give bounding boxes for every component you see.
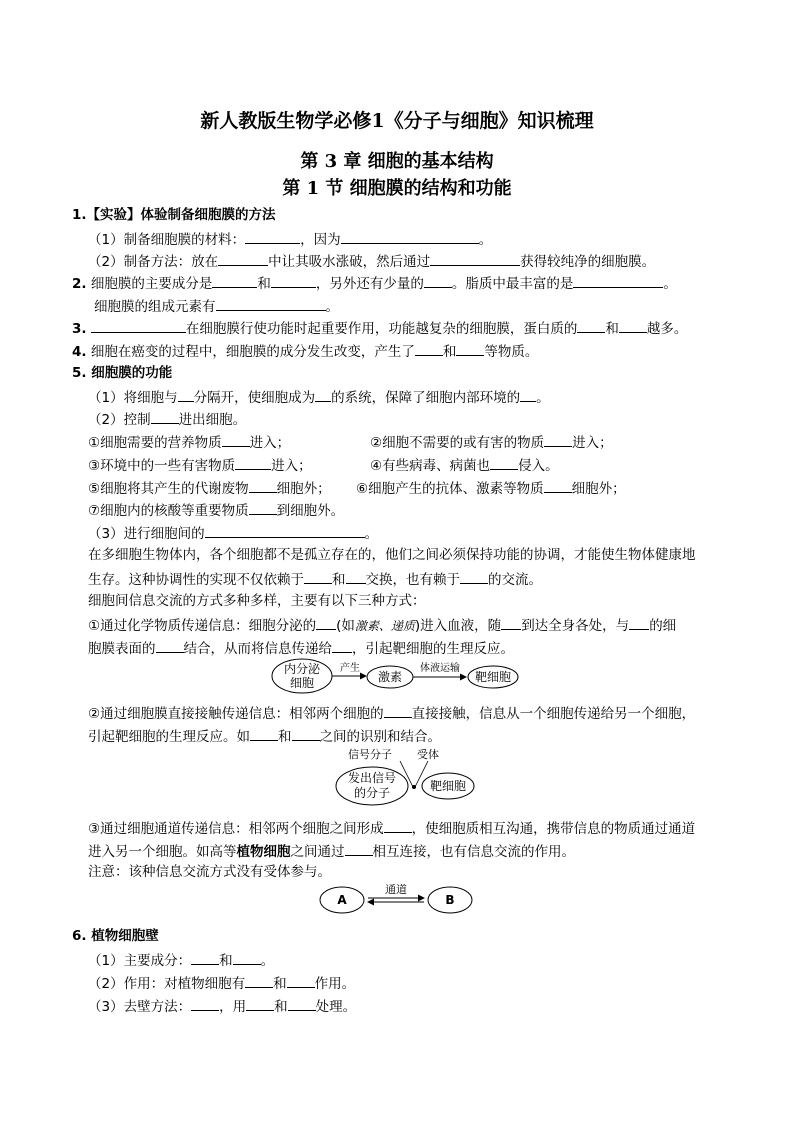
q5-m3f: 相互连接，也有信息交流的作用。 <box>372 844 575 860</box>
blank[interactable] <box>218 251 268 266</box>
blank[interactable] <box>205 523 365 538</box>
q5-item-2 <box>370 432 613 452</box>
q5-c2b: 进入； <box>572 435 613 451</box>
blank[interactable] <box>245 229 300 244</box>
q5-m2a: ②通过细胞膜直接接触传递信息：相邻两个细胞的 <box>88 706 384 722</box>
blank[interactable] <box>245 973 273 988</box>
q4-line <box>72 341 538 361</box>
q5-heading <box>72 364 172 382</box>
endocrine-cell-label-2: 细胞 <box>289 676 315 690</box>
blank[interactable] <box>191 950 219 965</box>
q5-l1a: （1）将细胞与 <box>88 390 178 406</box>
q5-c5b: 细胞外； <box>276 481 331 497</box>
blank[interactable] <box>415 341 443 356</box>
q1-heading-text: 【实验】体验制备细胞膜的方法 <box>86 207 276 223</box>
q6-l2a: （2）作用：对植物细胞有 <box>88 976 246 992</box>
q5-number: 5. <box>72 365 87 381</box>
q5-c7b: 到细胞外。 <box>276 503 345 519</box>
q1-l1-text-c: 。 <box>478 232 493 248</box>
q5-line-3 <box>88 523 378 543</box>
cell-a-label: A <box>337 893 347 907</box>
q5-m2c: 引起靶细胞的生理反应。如 <box>88 729 250 745</box>
blank[interactable] <box>216 296 326 311</box>
blank[interactable] <box>544 478 572 493</box>
q4-text-b: 和 <box>442 344 457 360</box>
q5-p1d: 交换，也有赖于 <box>365 572 460 588</box>
blank[interactable] <box>151 409 179 424</box>
q5-l1d: 。 <box>536 390 550 406</box>
blank[interactable] <box>341 229 479 244</box>
q5-note-text: 注意：该种信息交流方式没有受体参与。 <box>88 864 331 880</box>
q1-line-2 <box>88 251 655 271</box>
q5-p1c: 和 <box>332 572 346 588</box>
q2-number: 2. <box>72 276 87 292</box>
q3-text-c: 越多。 <box>646 321 688 337</box>
blank[interactable] <box>619 318 647 333</box>
q5-m1i: ，引起靶细胞的生理反应。 <box>352 641 514 657</box>
blank[interactable] <box>577 318 605 333</box>
q5-method-3-cont <box>88 841 575 861</box>
q5-method-1 <box>88 615 676 635</box>
cell-b-label: B <box>445 893 455 907</box>
blank[interactable] <box>271 273 316 288</box>
q1-l1-text-a: （1）制备细胞膜的材料： <box>88 232 246 248</box>
q5-m3b: ，使细胞质相互沟通，携带信息的物质通过通道 <box>411 821 696 837</box>
q2-text-f: 细胞膜的组成元素有 <box>94 299 216 315</box>
section-title: 第 1 节 细胞膜的结构和功能 <box>282 178 512 199</box>
q6-line-1 <box>88 950 274 970</box>
target-cell-label: 靶细胞 <box>474 670 512 684</box>
q5-c4b: 侵入。 <box>518 458 559 474</box>
q3-line <box>72 318 687 338</box>
q6-l3d: 处理。 <box>315 999 357 1015</box>
q5-line-2 <box>88 409 246 429</box>
blank[interactable] <box>346 569 366 584</box>
q3-text-b: 和 <box>605 321 619 337</box>
q5-paragraph-1-cont <box>88 569 542 589</box>
q5-method-2-cont <box>88 726 441 746</box>
q5-p1b: 生存。这种协调性的实现不仅依赖于 <box>88 572 304 588</box>
q5-c1a: ①细胞需要的营养物质 <box>88 435 222 451</box>
blank[interactable] <box>292 726 320 741</box>
q5-c3a: ③环境中的一些有害物质 <box>88 458 236 474</box>
q5-m1f: 的细 <box>649 618 677 634</box>
blank[interactable] <box>246 996 274 1011</box>
q2-text-a: 细胞膜的主要成分是 <box>90 276 213 292</box>
q4-number: 4. <box>72 344 87 360</box>
q5-c1b: 进入； <box>249 435 291 451</box>
q5-method-1-cont <box>88 638 514 658</box>
sending-cell-label-2: 的分子 <box>353 786 391 800</box>
blank[interactable] <box>384 703 412 718</box>
q5-l1b: 分隔开，使细胞成为 <box>193 390 316 406</box>
q5-m1d: )进入血液，随 <box>414 618 502 634</box>
q1-line-1 <box>88 229 492 249</box>
q2-text-g: 。 <box>325 299 339 315</box>
q5-item-6 <box>356 478 626 498</box>
blank[interactable] <box>424 273 452 288</box>
q5-paragraph-1 <box>88 546 696 564</box>
blank[interactable] <box>501 615 521 630</box>
blank[interactable] <box>156 638 184 653</box>
blank[interactable] <box>249 478 277 493</box>
q5-m1a: ①通过化学物质传递信息：细胞分泌的 <box>88 618 317 634</box>
q6-line-3 <box>88 996 356 1016</box>
q5-m3e: 之间通过 <box>290 844 345 860</box>
q5-c5a: ⑤细胞将其产生的代谢废物 <box>88 481 249 497</box>
blank[interactable] <box>430 251 520 266</box>
q2-text-b: 和 <box>257 276 271 292</box>
q5-m3d: 植物细胞 <box>236 844 291 860</box>
blank[interactable] <box>288 996 316 1011</box>
q6-l1b: 和 <box>219 953 233 969</box>
channel-diagram <box>318 882 478 918</box>
q5-p1e: 的交流。 <box>488 572 542 588</box>
blank[interactable] <box>287 973 315 988</box>
blank[interactable] <box>315 387 331 402</box>
q5-method-2 <box>88 703 695 723</box>
q6-heading-text: 植物细胞壁 <box>91 928 159 944</box>
target-cell-label-2: 靶细胞 <box>429 779 467 793</box>
q1-number: 1. <box>72 207 87 223</box>
q5-heading-text: 细胞膜的功能 <box>91 365 173 381</box>
q5-l2b: 进出细胞。 <box>178 412 247 428</box>
q1-l1-text-b: ，因为 <box>300 232 341 248</box>
q5-l3b: 。 <box>364 526 379 542</box>
contact-signal-diagram <box>330 746 480 808</box>
blank[interactable] <box>456 341 484 356</box>
blank[interactable] <box>384 818 412 833</box>
q2-line-2 <box>94 296 339 316</box>
q5-paragraph-2 <box>88 592 426 610</box>
blank[interactable] <box>235 455 271 470</box>
q5-p1a: 在多细胞生物体内，各个细胞都不是孤立存在的，他们之间必须保持功能的协调，才能使生物体健康地 <box>88 547 696 563</box>
q6-l2c: 作用。 <box>314 976 356 992</box>
hormone-pathway-diagram <box>270 656 530 696</box>
receptor-pointer <box>415 761 428 787</box>
blank[interactable] <box>250 726 278 741</box>
q5-p2: 细胞间信息交流的方式多种多样，主要有以下三种方式： <box>88 593 426 609</box>
hormone-label: 激素 <box>377 670 403 684</box>
blank[interactable] <box>233 950 261 965</box>
q5-l2a: （2）控制 <box>88 412 151 428</box>
q5-m2b: 直接接触，信息从一个细胞传递给另一个细胞， <box>411 706 696 722</box>
q5-l1c: 的系统，保障了细胞内部环境的 <box>331 390 521 406</box>
chapter-title: 第 3 章 细胞的基本结构 <box>300 151 494 172</box>
blank[interactable] <box>520 387 536 402</box>
channel-label: 通道 <box>385 883 407 896</box>
blank[interactable] <box>316 615 336 630</box>
q3-text-a: 在细胞膜行使功能时起重要作用，功能越复杂的细胞膜，蛋白质的 <box>185 321 578 337</box>
q1-heading <box>72 206 276 224</box>
sending-cell-label-1: 发出信号 <box>347 771 397 785</box>
q2-line-1 <box>72 273 677 293</box>
blank[interactable] <box>249 500 277 515</box>
q5-m1h: 结合，从而将信息传递给 <box>183 641 332 657</box>
q6-l3c: 和 <box>274 999 288 1015</box>
q5-m2e: 之间的识别和结合。 <box>319 729 441 745</box>
q5-l3a: （3）进行细胞间的 <box>88 526 205 542</box>
signal-pointer <box>400 761 413 787</box>
blank[interactable] <box>191 996 219 1011</box>
q4-text-c: 等物质。 <box>484 344 539 360</box>
q6-l3a: （3）去壁方法： <box>88 999 192 1015</box>
q6-l3b: ，用 <box>219 999 247 1015</box>
q5-line-1 <box>88 387 550 407</box>
q1-l2-text-a: （2）制备方法：放在 <box>88 254 219 270</box>
q5-m3a: ③通过细胞通道传递信息：相邻两个细胞之间形成 <box>88 821 384 837</box>
q5-method-3 <box>88 818 695 838</box>
q6-line-2 <box>88 973 355 993</box>
q1-l2-text-c: 获得较纯净的细胞膜。 <box>520 254 656 270</box>
arrow-transport-label: 体液运输 <box>420 663 460 674</box>
blank[interactable] <box>629 615 649 630</box>
q5-item-7 <box>88 500 344 520</box>
blank[interactable] <box>222 432 250 447</box>
q2-text-d: 。脂质中最丰富的是 <box>451 276 574 292</box>
q5-c2a: ②细胞不需要的或有害的物质 <box>370 435 545 451</box>
q2-text-e: 。 <box>663 276 677 292</box>
q5-m1e: 到达全身各处，与 <box>521 618 630 634</box>
blank[interactable] <box>490 455 518 470</box>
q5-c7a: ⑦细胞内的核酸等重要物质 <box>88 503 249 519</box>
blank[interactable] <box>332 638 352 653</box>
q1-l2-text-b: 中让其吸水涨破，然后通过 <box>268 254 431 270</box>
blank[interactable] <box>460 569 488 584</box>
contact-point <box>412 785 416 789</box>
signal-molecule-label: 信号分子 <box>348 748 392 761</box>
q5-item-5 <box>88 478 331 498</box>
q6-number: 6. <box>72 928 87 944</box>
q5-item-4 <box>370 455 559 475</box>
q5-m1g: 胞膜表面的 <box>88 641 156 657</box>
endocrine-cell-label-1: 内分泌 <box>283 662 321 676</box>
q5-c6a: ⑥细胞产生的抗体、激素等物质 <box>356 481 544 497</box>
blank[interactable] <box>573 273 663 288</box>
q5-c6b: 细胞外； <box>571 481 626 497</box>
blank[interactable] <box>212 273 257 288</box>
q6-heading <box>72 927 159 945</box>
q5-m3c: 进入另一个细胞。如高等 <box>88 844 237 860</box>
receptor-label: 受体 <box>417 748 439 761</box>
q6-l1c: 。 <box>260 953 275 969</box>
q5-c3b: 进入； <box>271 458 312 474</box>
q3-number: 3. <box>72 321 87 337</box>
q5-m1b: (如 <box>336 618 355 634</box>
q5-m2d: 和 <box>278 729 292 745</box>
q5-note <box>88 863 331 881</box>
q5-m1c-hint: 激素、递质 <box>354 619 415 633</box>
q4-text-a: 细胞在癌变的过程中，细胞膜的成分发生改变，产生了 <box>90 344 415 360</box>
blank[interactable] <box>91 318 186 333</box>
q6-l1a: （1）主要成分： <box>88 953 192 969</box>
blank[interactable] <box>304 569 332 584</box>
arrow-produce-label: 产生 <box>340 663 360 674</box>
q5-item-3 <box>88 455 312 475</box>
blank[interactable] <box>544 432 572 447</box>
document-title: 新人教版生物学必修1《分子与细胞》知识梳理 <box>200 110 594 132</box>
blank[interactable] <box>345 841 373 856</box>
q2-text-c: ，另外还有少量的 <box>315 276 424 292</box>
blank[interactable] <box>178 387 194 402</box>
q5-c4a: ④有些病毒、病菌也 <box>370 458 491 474</box>
q6-l2b: 和 <box>273 976 287 992</box>
q5-item-1 <box>88 432 290 452</box>
